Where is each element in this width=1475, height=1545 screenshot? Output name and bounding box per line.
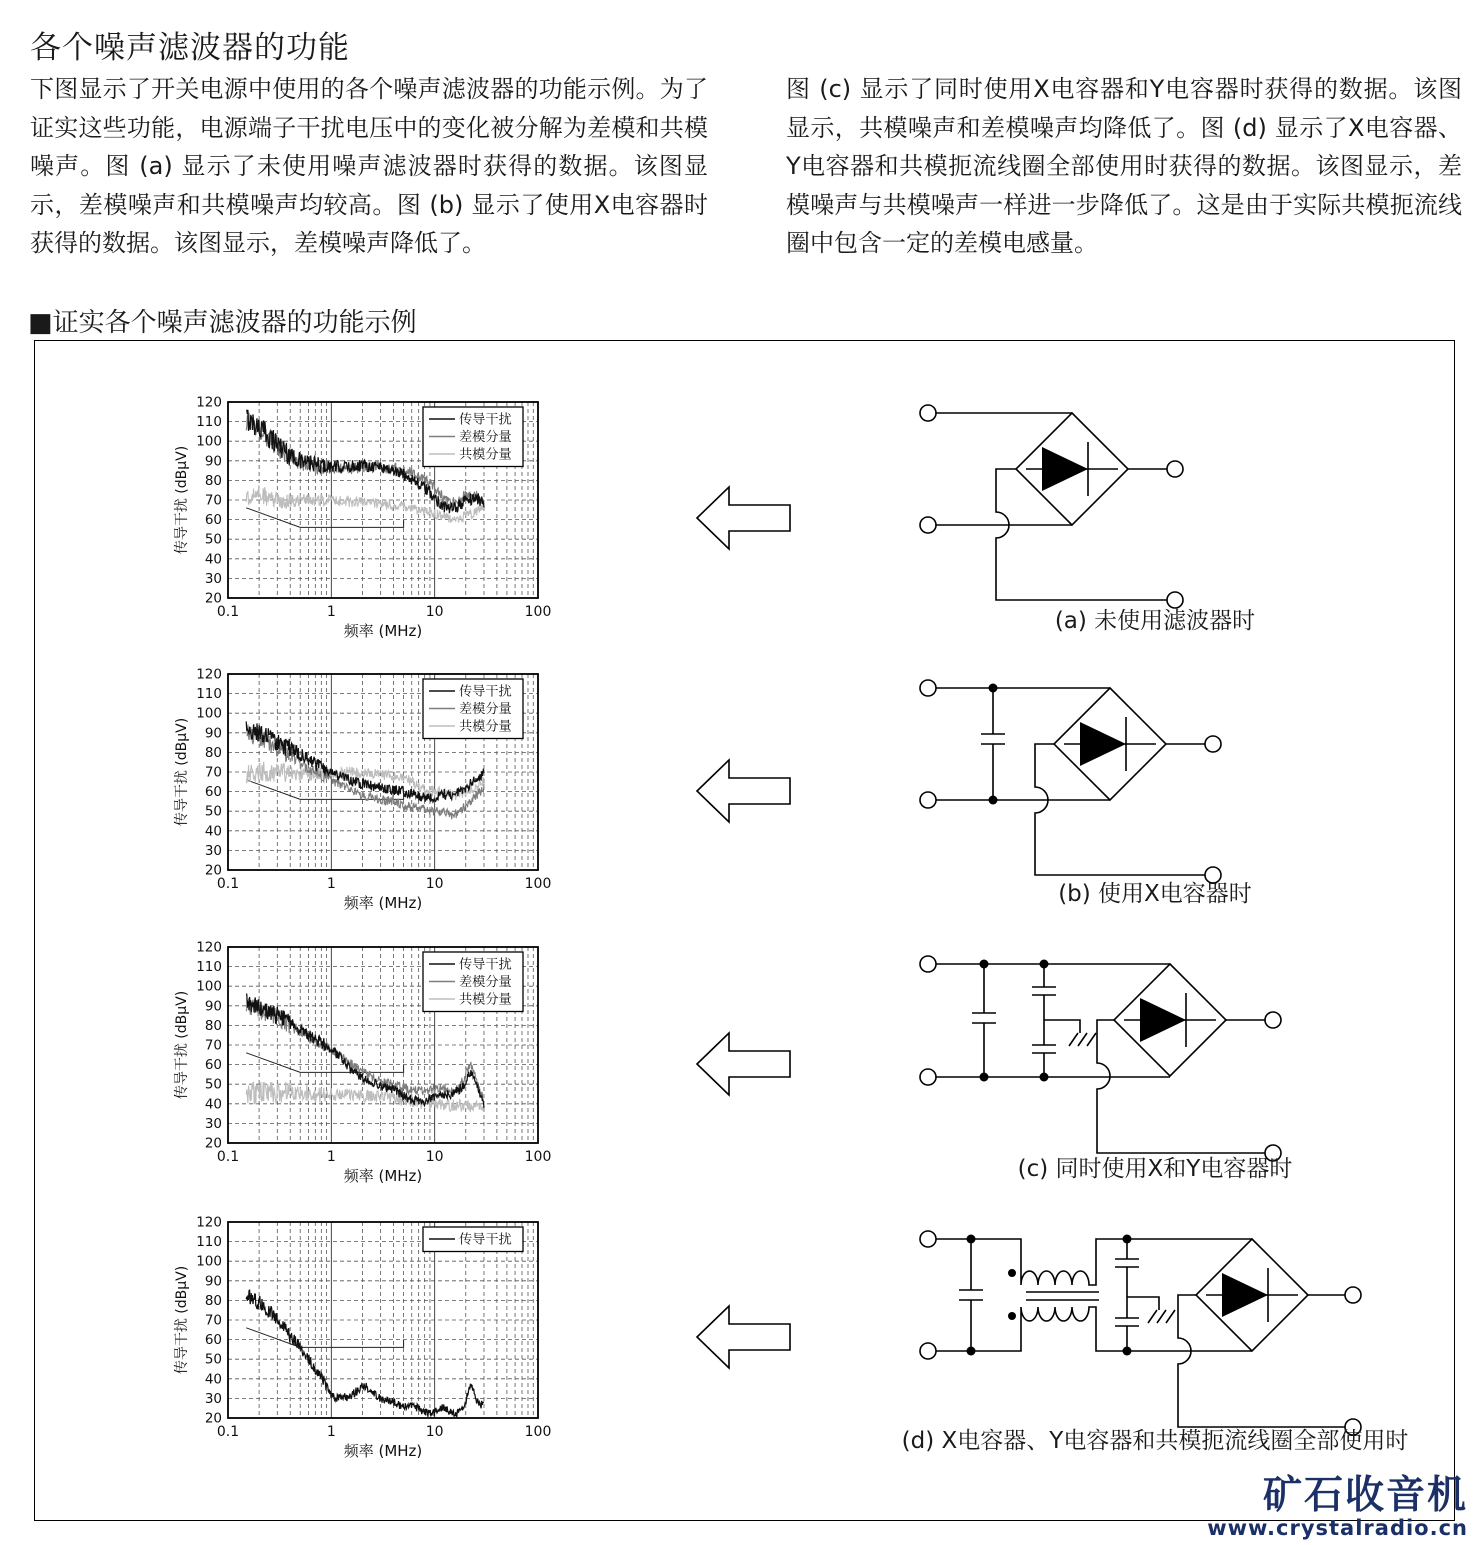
y-tick-label: 40 (204, 823, 222, 840)
y-tick-label: 30 (204, 1390, 222, 1407)
y-capacitor (1115, 1239, 1139, 1351)
input-terminal (920, 1343, 936, 1359)
x-tick-label: 10 (425, 1149, 444, 1165)
input-terminal (920, 680, 936, 696)
y-axis-title: 传导干扰 (dBμV) (174, 1265, 190, 1375)
x-axis-title: 频率 (MHz) (343, 894, 423, 912)
x-tick-label: 0.1 (216, 876, 240, 892)
x-tick-label: 0.1 (216, 1149, 240, 1165)
y-tick-label: 70 (204, 1037, 222, 1054)
junction-dot (989, 796, 998, 805)
y-tick-label: 20 (204, 1135, 222, 1152)
circuit-diagram-b (890, 668, 1420, 903)
legend-label-common: 共模分量 (459, 719, 512, 735)
circuit-diagram-d (890, 1210, 1420, 1455)
y-tick-label: 100 (196, 1253, 222, 1270)
phase-dot (1008, 1269, 1016, 1277)
y-tick-label: 80 (204, 1017, 222, 1034)
junction-dot (967, 1347, 976, 1356)
ground-wire (1044, 1020, 1080, 1033)
y-axis-title: 传导干扰 (dBμV) (174, 990, 190, 1100)
x-tick-label: 0.1 (216, 604, 240, 620)
legend-label-common: 共模分量 (459, 447, 512, 463)
x-capacitor (981, 688, 1005, 800)
watermark-logo (1150, 1473, 1468, 1540)
y-tick-label: 120 (196, 939, 222, 956)
circuit-caption-d: (d) X电容器、Y电容器和共模扼流线圈全部使用时 (901, 1428, 1409, 1454)
y-tick-label: 60 (204, 784, 222, 801)
y-tick-label: 50 (204, 803, 222, 820)
left-arrow-icon (693, 1297, 793, 1377)
junction-dot (989, 684, 998, 693)
x-tick-label: 0.1 (216, 1424, 240, 1440)
chart-d-full-filter (170, 1210, 560, 1460)
wire-hop (1178, 1295, 1345, 1427)
chart-b-x-capacitor (170, 662, 560, 912)
diode-icon (1222, 1273, 1268, 1317)
x-axis (217, 604, 552, 620)
y-tick-label: 20 (204, 590, 222, 607)
y-tick-label: 40 (204, 551, 222, 568)
limit-line (246, 1053, 403, 1073)
y-tick-label: 90 (204, 725, 222, 742)
choke-bottom-winding (936, 1307, 1252, 1351)
choke-core (1026, 1292, 1099, 1300)
choke-top-winding (936, 1239, 1252, 1285)
chart-c-x-y-capacitors (170, 935, 560, 1185)
legend-label-differential: 差模分量 (459, 975, 512, 990)
y-tick-label: 80 (204, 1292, 222, 1309)
input-terminal (920, 792, 936, 808)
ground-wire (1127, 1297, 1159, 1310)
y-tick-label: 30 (204, 842, 222, 859)
circuit-diagram-c (890, 943, 1420, 1178)
x-tick-label: 1 (326, 1149, 336, 1165)
diode-icon (1140, 998, 1186, 1042)
y-tick-label: 20 (204, 1410, 222, 1427)
x-axis (217, 1149, 552, 1165)
y-tick-label: 40 (204, 1096, 222, 1113)
y-tick-label: 100 (196, 978, 222, 995)
x-tick-label: 1 (326, 1424, 336, 1440)
y-tick-label: 110 (196, 414, 222, 431)
circuit-diagram-a (890, 395, 1420, 630)
junction-dot (1123, 1347, 1132, 1356)
x-tick-label: 100 (524, 876, 552, 892)
output-terminal (1265, 1012, 1281, 1028)
output-terminal (1205, 736, 1221, 752)
watermark-site-name: 矿石收音机 (1262, 1473, 1468, 1518)
y-tick-label: 50 (204, 531, 222, 548)
input-terminal (920, 405, 936, 421)
diode-icon (1042, 447, 1088, 491)
junction-dot (980, 960, 989, 969)
junction-dot (1040, 1073, 1049, 1082)
x-tick-label: 10 (425, 604, 444, 620)
x-tick-label: 1 (326, 876, 336, 892)
limit-line (246, 508, 403, 528)
input-terminal (920, 1069, 936, 1085)
wire-hop (996, 469, 1167, 600)
y-tick-label: 120 (196, 1214, 222, 1231)
x-axis (217, 876, 552, 892)
junction-dot (1040, 960, 1049, 969)
y-tick-label: 60 (204, 512, 222, 529)
y-tick-label: 120 (196, 394, 222, 411)
x-capacitor (972, 964, 996, 1077)
y-tick-label: 40 (204, 1371, 222, 1388)
y-tick-label: 120 (196, 666, 222, 683)
y-tick-label: 100 (196, 705, 222, 722)
x-axis (217, 1424, 552, 1440)
y-axis (196, 1215, 222, 1427)
y-axis (196, 667, 222, 879)
x-tick-label: 1 (326, 604, 336, 620)
x-tick-label: 100 (524, 604, 552, 620)
series-common (246, 1082, 484, 1112)
circuit-caption-c: (c) 同时使用X和Y电容器时 (1017, 1156, 1293, 1182)
intro-paragraph-left: 下图显示了开关电源中使用的各个噪声滤波器的功能示例。为了证实这些功能，电源端子干扰电压中的变化被分解为差模和共模噪声。图 (a) 显示了未使用噪声滤波器时获得的数据。该图显示，差模噪声和共模噪声均较高。图 (b) 显示了使用X电容器时获得的数据。该图显示，差模噪声降低了。 (30, 75, 708, 257)
y-tick-label: 110 (196, 959, 222, 976)
junction-dot (1123, 1235, 1132, 1244)
wire-hop (1035, 744, 1205, 875)
phase-dot (1008, 1312, 1016, 1320)
y-tick-label: 60 (204, 1332, 222, 1349)
x-axis-title: 频率 (MHz) (343, 1442, 423, 1460)
y-tick-label: 110 (196, 1234, 222, 1251)
watermark-site-url: www.crystalradio.cn (1207, 1515, 1468, 1540)
legend-label-conducted: 传导干扰 (459, 412, 512, 428)
legend (423, 407, 523, 467)
x-tick-label: 100 (524, 1424, 552, 1440)
legend (423, 679, 523, 739)
y-tick-label: 20 (204, 862, 222, 879)
left-arrow-icon (693, 1024, 793, 1104)
circuit-caption-a: (a) 未使用滤波器时 (1054, 608, 1256, 634)
legend-label-conducted: 传导干扰 (459, 957, 512, 973)
y-tick-label: 70 (204, 764, 222, 781)
y-tick-label: 80 (204, 744, 222, 761)
input-terminal (920, 517, 936, 533)
chart-a-no-filter (170, 390, 560, 640)
y-axis-title: 传导干扰 (dBμV) (174, 717, 190, 827)
x-axis-title: 频率 (MHz) (343, 1167, 423, 1185)
intro-paragraph-right: 图 (c) 显示了同时使用X电容器和Y电容器时获得的数据。该图显示，共模噪声和差模噪声均降低了。图 (d) 显示了X电容器、Y电容器和共模扼流线圈全部使用时获得的数据。该图显示，差模噪声与共模噪声一样进一步降低了。这是由于实际共模扼流线圈中包含一定的差模电感量。 (786, 75, 1462, 257)
wire-hop (1097, 1020, 1265, 1153)
legend-label-conducted: 传导干扰 (459, 684, 512, 700)
y-tick-label: 110 (196, 686, 222, 703)
input-terminal (920, 1231, 936, 1247)
junction-dot (967, 1235, 976, 1244)
y-axis (196, 940, 222, 1152)
series-conducted (246, 1290, 484, 1417)
output-terminal (1167, 461, 1183, 477)
y-tick-label: 30 (204, 570, 222, 587)
y-tick-label: 50 (204, 1076, 222, 1093)
legend-label-common: 共模分量 (459, 992, 512, 1008)
junction-dot (980, 1073, 989, 1082)
left-arrow-icon (693, 751, 793, 831)
y-tick-label: 70 (204, 492, 222, 509)
y-tick-label: 90 (204, 998, 222, 1015)
legend-label-differential: 差模分量 (459, 702, 512, 717)
circuit-caption-b: (b) 使用X电容器时 (1058, 881, 1252, 907)
ground-symbol (1069, 1033, 1096, 1046)
y-axis-title: 传导干扰 (dBμV) (174, 445, 190, 555)
legend-label-differential: 差模分量 (459, 430, 512, 445)
x-capacitor (959, 1239, 983, 1351)
x-tick-label: 100 (524, 1149, 552, 1165)
y-tick-label: 50 (204, 1351, 222, 1368)
output-terminal (1345, 1287, 1361, 1303)
section-header: ■证实各个噪声滤波器的功能示例 (28, 308, 417, 338)
legend (423, 1227, 523, 1252)
x-axis-title: 频率 (MHz) (343, 622, 423, 640)
ground-symbol (1148, 1310, 1175, 1323)
diode-icon (1080, 722, 1126, 766)
input-terminal (920, 956, 936, 972)
page-title: 各个噪声滤波器的功能 (30, 30, 350, 66)
y-tick-label: 90 (204, 1273, 222, 1290)
x-tick-label: 10 (425, 876, 444, 892)
left-arrow-icon (693, 478, 793, 558)
y-tick-label: 80 (204, 472, 222, 489)
legend (423, 952, 523, 1012)
y-tick-label: 60 (204, 1057, 222, 1074)
y-tick-label: 90 (204, 453, 222, 470)
limit-line (246, 1328, 403, 1348)
y-tick-label: 30 (204, 1115, 222, 1132)
y-axis (196, 395, 222, 607)
y-tick-label: 100 (196, 433, 222, 450)
x-tick-label: 10 (425, 1424, 444, 1440)
legend-label-conducted: 传导干扰 (459, 1232, 512, 1248)
y-tick-label: 70 (204, 1312, 222, 1329)
